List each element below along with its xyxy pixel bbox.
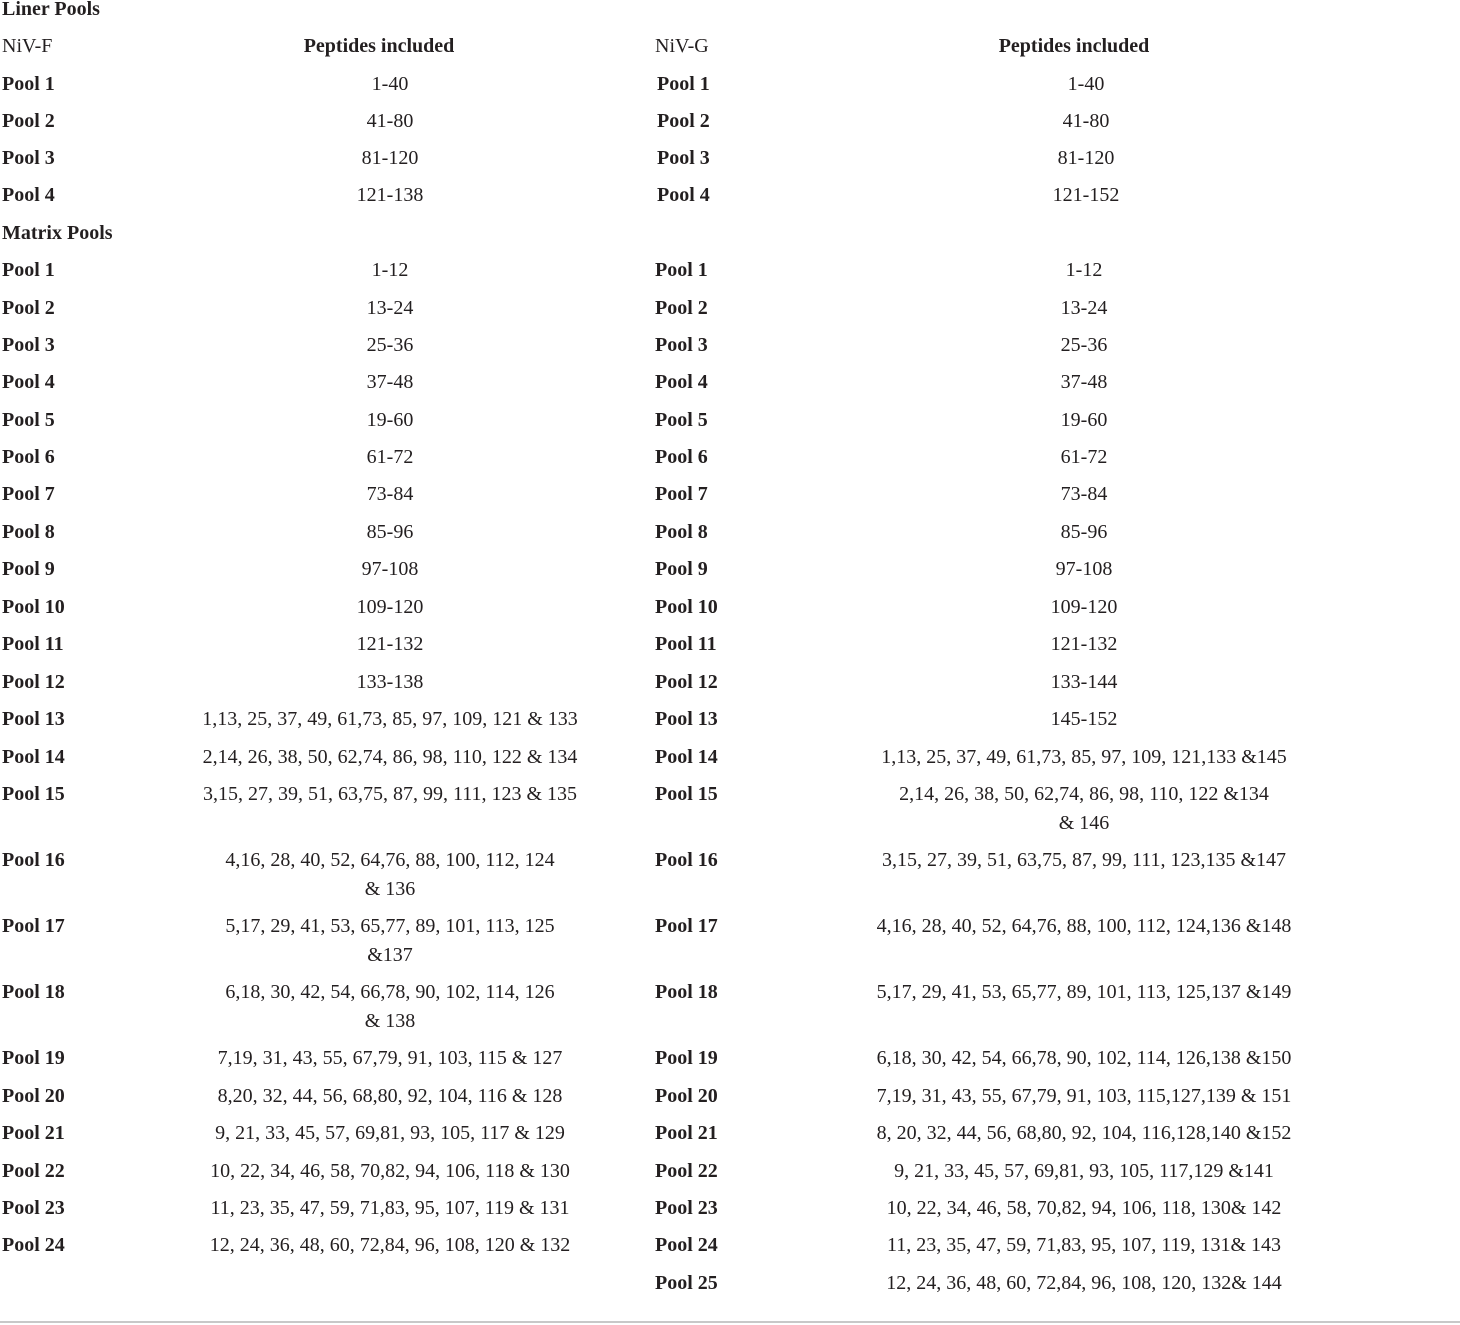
header-peptides-g: Peptides included	[998, 35, 1150, 57]
pool-label: Pool 1	[655, 259, 708, 281]
pool-label: Pool 3	[657, 147, 710, 169]
peptide-list: 4,16, 28, 40, 52, 64,76, 88, 100, 112, 124	[225, 849, 555, 871]
peptide-list: 11, 23, 35, 47, 59, 71,83, 95, 107, 119 & 131	[210, 1197, 570, 1219]
peptide-list: 5,17, 29, 41, 53, 65,77, 89, 101, 113, 125,137 &149	[876, 981, 1292, 1003]
peptide-list: 10, 22, 34, 46, 58, 70,82, 94, 106, 118 & 130	[210, 1160, 570, 1182]
pool-label: Pool 23	[655, 1197, 718, 1219]
pool-label: Pool 1	[657, 73, 710, 95]
peptide-list: 73-84	[366, 483, 414, 505]
peptide-list: & 146	[1058, 812, 1110, 834]
pool-label: Pool 17	[655, 915, 718, 937]
peptide-list: 3,15, 27, 39, 51, 63,75, 87, 99, 111, 123 & 135	[202, 783, 578, 805]
peptide-list: 1,13, 25, 37, 49, 61,73, 85, 97, 109, 121,133 &145	[881, 746, 1287, 768]
peptide-range: 121-138	[356, 184, 424, 206]
peptide-list: 13-24	[366, 297, 414, 319]
pool-label: Pool 21	[2, 1122, 65, 1144]
peptide-list: 133-138	[356, 671, 424, 693]
peptide-list: 1-12	[371, 259, 409, 281]
pool-label: Pool 5	[2, 409, 55, 431]
peptide-list: 37-48	[1060, 371, 1108, 393]
peptide-list: 19-60	[366, 409, 414, 431]
peptide-list: 25-36	[366, 334, 414, 356]
pool-label: Pool 4	[2, 371, 55, 393]
header-antigen-f: NiV-F	[2, 35, 53, 57]
peptide-range: 1-40	[1067, 73, 1105, 95]
peptide-list: 73-84	[1060, 483, 1108, 505]
pool-label: Pool 14	[655, 746, 718, 768]
pool-label: Pool 9	[655, 558, 708, 580]
pool-label: Pool 3	[2, 147, 55, 169]
pool-label: Pool 14	[2, 746, 65, 768]
pool-label: Pool 15	[2, 783, 65, 805]
pool-label: Pool 12	[655, 671, 718, 693]
peptide-list: 6,18, 30, 42, 54, 66,78, 90, 102, 114, 126	[225, 981, 555, 1003]
pool-label: Pool 10	[655, 596, 718, 618]
peptide-range: 1-40	[371, 73, 409, 95]
pool-label: Pool 3	[2, 334, 55, 356]
pool-label: Pool 2	[655, 297, 708, 319]
peptide-list: 11, 23, 35, 47, 59, 71,83, 95, 107, 119, 131& 143	[886, 1234, 1282, 1256]
pool-label: Pool 19	[2, 1047, 65, 1069]
pool-label: Pool 1	[2, 73, 55, 95]
pool-label: Pool 7	[2, 483, 55, 505]
table-bottom-rule	[0, 1321, 1460, 1323]
pool-label: Pool 6	[2, 446, 55, 468]
pool-label: Pool 16	[2, 849, 65, 871]
peptide-list: 85-96	[366, 521, 414, 543]
peptide-list: 12, 24, 36, 48, 60, 72,84, 96, 108, 120, 132& 144	[886, 1272, 1282, 1294]
pool-label: Pool 25	[655, 1272, 718, 1294]
pool-label: Pool 8	[2, 521, 55, 543]
peptide-list: 37-48	[366, 371, 414, 393]
pool-label: Pool 11	[2, 633, 64, 655]
pool-label: Pool 18	[2, 981, 65, 1003]
pool-label: Pool 7	[655, 483, 708, 505]
peptide-list: 2,14, 26, 38, 50, 62,74, 86, 98, 110, 122 &134	[899, 783, 1269, 805]
peptide-list: 2,14, 26, 38, 50, 62,74, 86, 98, 110, 122 & 134	[202, 746, 578, 768]
peptide-list: 1-12	[1065, 259, 1103, 281]
peptide-list: 8, 20, 32, 44, 56, 68,80, 92, 104, 116,128,140 &152	[876, 1122, 1292, 1144]
section-title-linear: Liner Pools	[2, 0, 100, 20]
pool-label: Pool 21	[655, 1122, 718, 1144]
peptide-list: 97-108	[1055, 558, 1113, 580]
pool-label: Pool 24	[655, 1234, 718, 1256]
pool-label: Pool 4	[2, 184, 55, 206]
pool-label: Pool 13	[2, 708, 65, 730]
pool-label: Pool 4	[655, 371, 708, 393]
section-title-matrix: Matrix Pools	[2, 222, 113, 244]
pool-label: Pool 1	[2, 259, 55, 281]
peptide-list: 8,20, 32, 44, 56, 68,80, 92, 104, 116 & 128	[217, 1085, 563, 1107]
pool-label: Pool 24	[2, 1234, 65, 1256]
pool-label: Pool 18	[655, 981, 718, 1003]
pool-label: Pool 4	[657, 184, 710, 206]
peptide-list: 1,13, 25, 37, 49, 61,73, 85, 97, 109, 121 & 133	[202, 708, 578, 730]
peptide-list: &137	[367, 944, 413, 966]
peptide-list: 85-96	[1060, 521, 1108, 543]
pool-label: Pool 20	[2, 1085, 65, 1107]
peptide-list: 12, 24, 36, 48, 60, 72,84, 96, 108, 120 & 132	[209, 1234, 571, 1256]
peptide-list: & 138	[364, 1010, 416, 1032]
peptide-list: 97-108	[361, 558, 419, 580]
pool-label: Pool 3	[655, 334, 708, 356]
pool-label: Pool 8	[655, 521, 708, 543]
peptide-range: 121-152	[1052, 184, 1120, 206]
peptide-list: 6,18, 30, 42, 54, 66,78, 90, 102, 114, 126,138 &150	[876, 1047, 1292, 1069]
pool-label: Pool 12	[2, 671, 65, 693]
peptide-list: 5,17, 29, 41, 53, 65,77, 89, 101, 113, 125	[225, 915, 555, 937]
pool-label: Pool 2	[2, 297, 55, 319]
peptide-list: 4,16, 28, 40, 52, 64,76, 88, 100, 112, 124,136 &148	[876, 915, 1292, 937]
peptide-list: 61-72	[1060, 446, 1108, 468]
peptide-range: 81-120	[361, 147, 419, 169]
header-peptides-f: Peptides included	[303, 35, 455, 57]
peptide-list: 10, 22, 34, 46, 58, 70,82, 94, 106, 118, 130& 142	[886, 1197, 1282, 1219]
peptide-list: 7,19, 31, 43, 55, 67,79, 91, 103, 115,127,139 & 151	[876, 1085, 1292, 1107]
pool-label: Pool 5	[655, 409, 708, 431]
peptide-range: 41-80	[1062, 110, 1110, 132]
peptide-list: 19-60	[1060, 409, 1108, 431]
peptide-list: 25-36	[1060, 334, 1108, 356]
pool-label: Pool 11	[655, 633, 717, 655]
peptide-list: 133-144	[1050, 671, 1118, 693]
header-antigen-g: NiV-G	[655, 35, 709, 57]
peptide-list: 145-152	[1050, 708, 1118, 730]
peptide-list: 7,19, 31, 43, 55, 67,79, 91, 103, 115 & 127	[217, 1047, 563, 1069]
pool-label: Pool 16	[655, 849, 718, 871]
peptide-list: 3,15, 27, 39, 51, 63,75, 87, 99, 111, 123,135 &147	[881, 849, 1287, 871]
pool-label: Pool 17	[2, 915, 65, 937]
pool-label: Pool 10	[2, 596, 65, 618]
pool-label: Pool 22	[2, 1160, 65, 1182]
peptide-list: 121-132	[356, 633, 424, 655]
pool-label: Pool 2	[657, 110, 710, 132]
peptide-list: 9, 21, 33, 45, 57, 69,81, 93, 105, 117,129 &141	[894, 1160, 1274, 1182]
pool-label: Pool 6	[655, 446, 708, 468]
peptide-range: 41-80	[366, 110, 414, 132]
pool-label: Pool 19	[655, 1047, 718, 1069]
peptide-list: 109-120	[1050, 596, 1118, 618]
pool-label: Pool 23	[2, 1197, 65, 1219]
peptide-list: 9, 21, 33, 45, 57, 69,81, 93, 105, 117 & 129	[215, 1122, 565, 1144]
pool-label: Pool 2	[2, 110, 55, 132]
pool-label: Pool 20	[655, 1085, 718, 1107]
pool-label: Pool 15	[655, 783, 718, 805]
pool-label: Pool 9	[2, 558, 55, 580]
peptide-list: 109-120	[356, 596, 424, 618]
pool-label: Pool 13	[655, 708, 718, 730]
pool-label: Pool 22	[655, 1160, 718, 1182]
peptide-list: & 136	[364, 878, 416, 900]
peptide-list: 121-132	[1050, 633, 1118, 655]
peptide-range: 81-120	[1057, 147, 1115, 169]
peptide-list: 13-24	[1060, 297, 1108, 319]
peptide-list: 61-72	[366, 446, 414, 468]
